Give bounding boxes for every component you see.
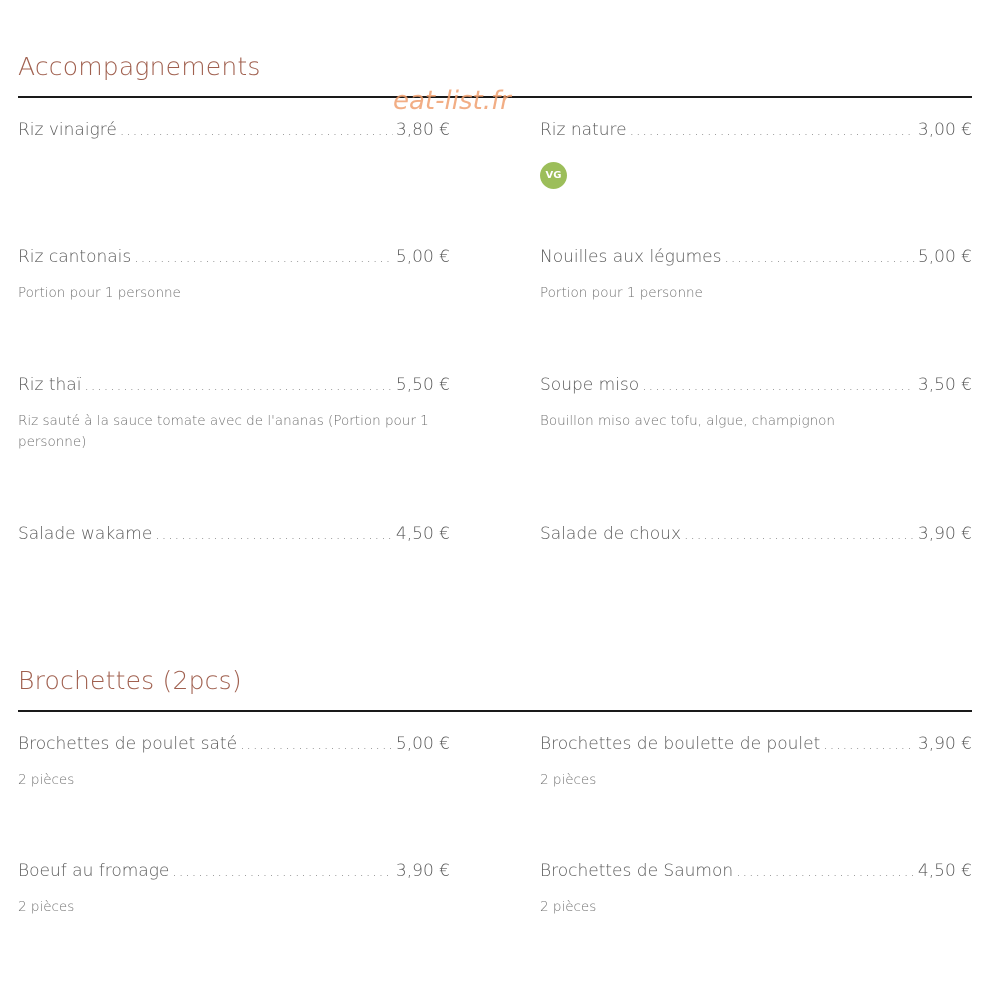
item-price: 3,00 € [917,120,972,140]
item-price: 3,80 € [395,120,450,140]
watermark: eat-list.fr [393,86,511,116]
menu-item-riz-nature [540,120,972,189]
item-description: 2 pièces [18,899,75,915]
item-price: 5,00 € [917,247,972,267]
dot-leader [684,527,915,543]
item-name: Riz nature [540,120,627,140]
dot-leader [630,123,915,139]
dot-leader [724,250,914,266]
item-price: 4,50 € [917,861,972,881]
dot-leader [134,250,393,266]
menu-item-brochettes-boulette-poulet [540,734,972,791]
dot-leader [823,737,915,753]
item-name: Riz vinaigré [18,120,117,140]
item-price: 3,90 € [917,734,972,754]
section-divider [18,710,972,712]
item-name: Nouilles aux légumes [540,247,722,267]
item-price: 3,50 € [917,375,972,395]
item-name: Brochettes de poulet saté [18,734,238,754]
item-name: Salade wakame [18,524,153,544]
item-name: Boeuf au fromage [18,861,170,881]
item-description: 2 pièces [540,772,597,788]
item-description: Portion pour 1 personne [540,285,703,301]
dot-leader [642,378,915,394]
menu-item-salade-de-choux [540,524,972,546]
item-price: 3,90 € [395,861,450,881]
dot-leader [155,527,393,543]
menu-item-salade-wakame [18,524,450,546]
vegan-badge-icon: VG [540,162,567,189]
item-price: 5,00 € [395,247,450,267]
item-name: Salade de choux [540,524,682,544]
menu-item-riz-vinaigre [18,120,450,142]
dot-leader [120,123,393,139]
item-price: 5,50 € [395,375,450,395]
dot-leader [736,864,915,880]
item-name: Riz cantonais [18,247,132,267]
menu-item-riz-thai [18,375,450,453]
section-title: Brochettes (2pcs) [18,666,242,695]
item-price: 3,90 € [917,524,972,544]
item-description: 2 pièces [18,772,75,788]
dot-leader [240,737,393,753]
item-name: Soupe miso [540,375,640,395]
dot-leader [84,378,392,394]
menu-item-brochettes-poulet-sate [18,734,450,791]
item-description: Bouillon miso avec tofu, algue, champignon [540,413,835,429]
item-price: 5,00 € [395,734,450,754]
item-price: 4,50 € [395,524,450,544]
menu-item-nouilles-aux-legumes [540,247,972,304]
menu-item-riz-cantonais [18,247,450,304]
menu-item-soupe-miso [540,375,972,432]
dot-leader [172,864,393,880]
item-name: Riz thaï [18,375,82,395]
menu-item-brochettes-saumon [540,861,972,918]
item-description: Portion pour 1 personne [18,285,181,301]
item-name: Brochettes de boulette de poulet [540,734,821,754]
item-description: Riz sauté à la sauce tomate avec de l'ananas (Portion pour 1 personne) [18,413,429,450]
menu-item-boeuf-au-fromage [18,861,450,918]
section-title: Accompagnements [18,52,261,81]
item-name: Brochettes de Saumon [540,861,734,881]
item-description: 2 pièces [540,899,597,915]
